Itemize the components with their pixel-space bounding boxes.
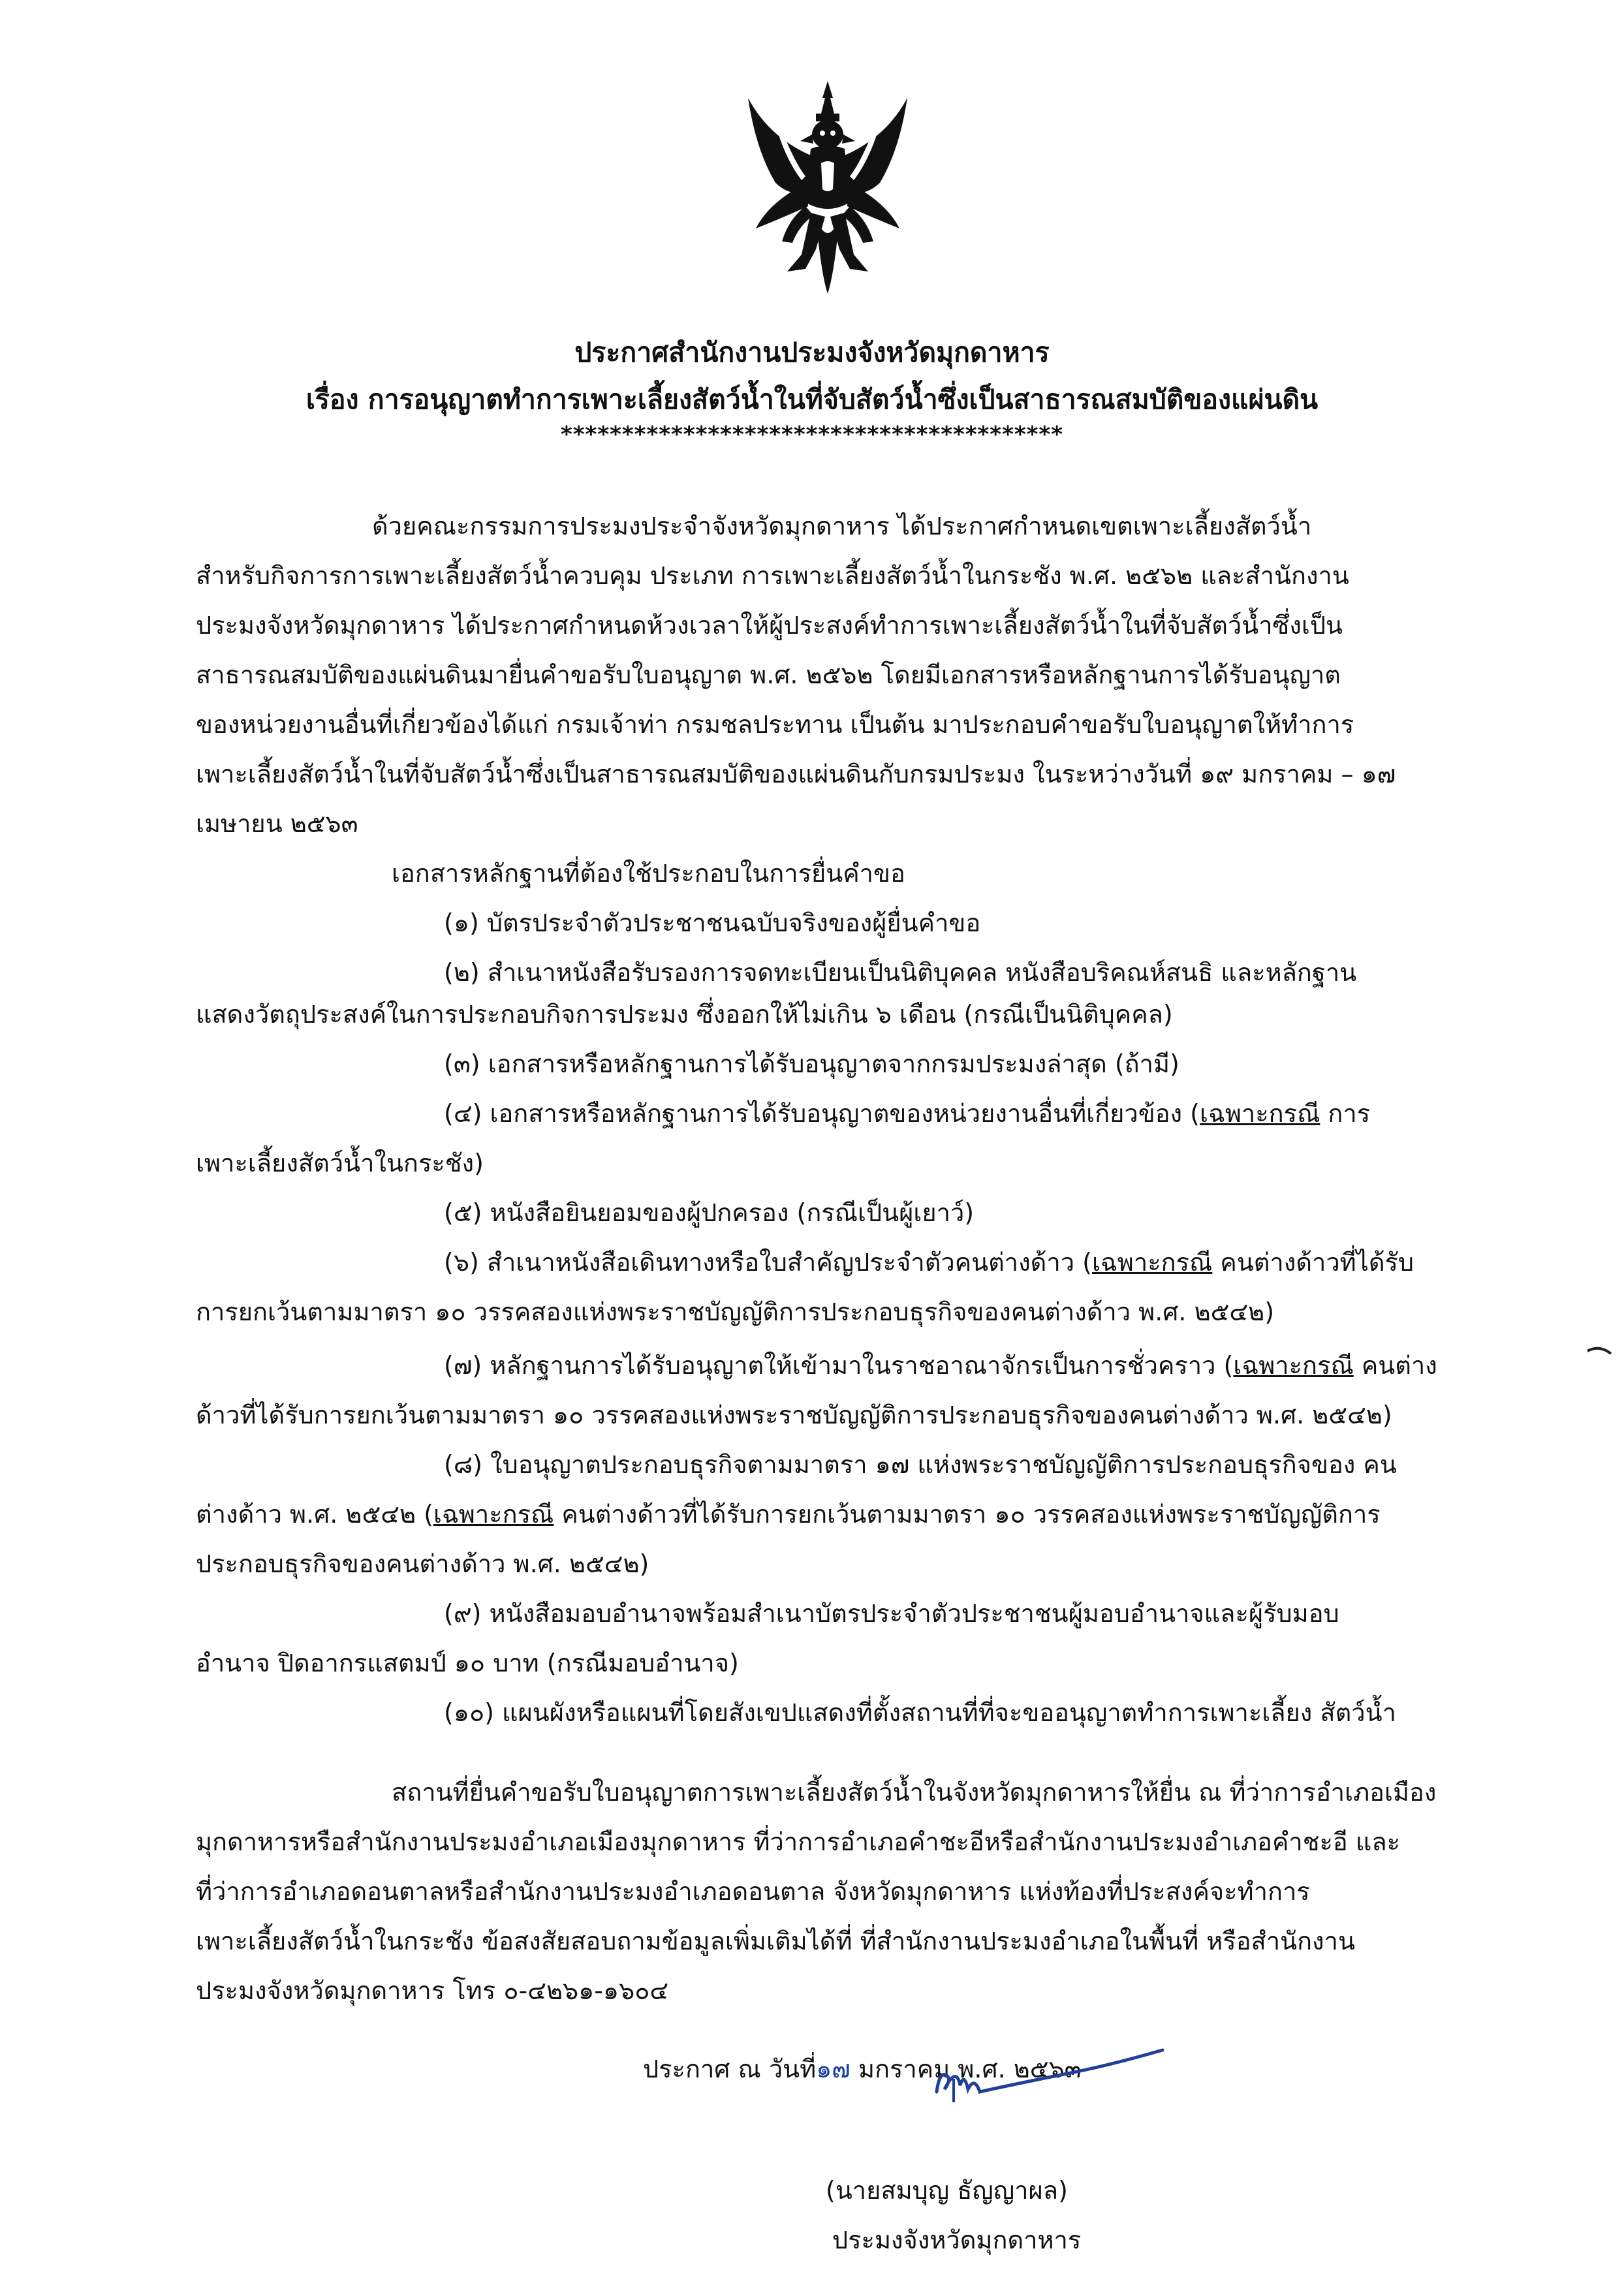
doc-item-6-line-2: การยกเว้นตามมาตรา ๑๐ วรรคสองแห่งพระราชบัญญัติการประกอบธุรกิจของคนต่างด้าว พ.ศ. ๒๕๔๒) <box>196 1298 1275 1326</box>
doc-item-2-line-1: (๒) สำเนาหนังสือรับรองการจดทะเบียนเป็นนิติบุคคล หนังสือบริคณห์สนธิ และหลักฐาน <box>444 958 1357 987</box>
doc-item-3: (๓) เอกสารหรือหลักฐานการได้รับอนุญาตจากกรมประมงล่าสุด (ถ้ามี) <box>444 1050 1179 1078</box>
location-line-4: เพาะเลี้ยงสัตว์น้ำในกระชัง ข้อสงสัยสอบถามข้อมูลเพิ่มเติมได้ที่ ที่สำนักงานประมงอำเภอในพื้นที่ หรือสำนักงาน <box>196 1927 1355 1955</box>
location-line-2: มุกดาหารหรือสำนักงานประมงอำเภอเมืองมุกดาหาร ที่ว่าการอำเภอคำชะอีหรือสำนักงานประมงอำเภอคำชะอี และ <box>196 1828 1401 1856</box>
docs-heading: เอกสารหลักฐานที่ต้องใช้ประกอบในการยื่นคำขอ <box>392 859 905 888</box>
doc-item-1: (๑) บัตรประจำตัวประชาชนฉบับจริงของผู้ยื่นคำขอ <box>444 909 981 937</box>
garuda-emblem <box>743 78 913 300</box>
doc-item-4-line-1: (๔) เอกสารหรือหลักฐานการได้รับอนุญาตของหน่วยงานอื่นที่เกี่ยวข้อง (เฉพาะกรณี การ <box>444 1099 1371 1128</box>
stray-mark <box>1586 1345 1612 1358</box>
doc-item-8-line-2: ต่างด้าว พ.ศ. ๒๕๔๒ (เฉพาะกรณี คนต่างด้าวที่ได้รับการยกเว้นตามมาตรา ๑๐ วรรคสองแห่งพระราชบัญญัติการ <box>196 1500 1381 1529</box>
doc-item-8-line-3: ประกอบธุรกิจของคนต่างด้าว พ.ศ. ๒๕๔๒) <box>196 1549 649 1578</box>
announcement-title: ประกาศสำนักงานประมงจังหวัดมุกดาหาร <box>574 337 1050 368</box>
doc-item-6-line-1: (๖) สำเนาหนังสือเดินทางหรือใบสำคัญประจำตัวคนต่างด้าว (เฉพาะกรณี คนต่างด้าวที่ได้รับ <box>444 1248 1414 1277</box>
signer-title: ประมงจังหวัดมุกดาหาร <box>832 2226 1082 2254</box>
announce-year: ๒๕๖๓ <box>1013 2055 1082 2083</box>
intro-line-5: ของหน่วยงานอื่นที่เกี่ยวข้องได้แก่ กรมเจ้าท่า กรมชลประทาน เป็นต้น มาประกอบคำขอรับใบอนุญาตให้ทำการ <box>196 710 1354 739</box>
intro-line-4: สาธารณสมบัติของแผ่นดินมายื่นคำขอรับใบอนุญาต พ.ศ. ๒๕๖๒ โดยมีเอกสารหรือหลักฐานการได้รับอนุญาต <box>196 661 1341 689</box>
doc-item-8-line-1: (๘) ใบอนุญาตประกอบธุรกิจตามมาตรา ๑๗ แห่งพระราชบัญญัติการประกอบธุรกิจของ คน <box>444 1450 1397 1479</box>
location-line-3: ที่ว่าการอำเภอดอนตาลหรือสำนักงานประมงอำเภอดอนตาล จังหวัดมุกดาหาร แห่งท้องที่ประสงค์จะทำการ <box>196 1877 1310 1906</box>
intro-line-1: ด้วยคณะกรรมการประมงประจำจังหวัดมุกดาหาร ได้ประกาศกำหนดเขตเพาะเลี้ยงสัตว์น้ำ <box>372 512 1312 540</box>
intro-line-2: สำหรับกิจการการเพาะเลี้ยงสัตว์น้ำควบคุม ประเภท การเพาะเลี้ยงสัตว์น้ำในกระชัง พ.ศ. ๒๕๖๒ และสำนักงาน <box>196 561 1349 590</box>
location-line-1: สถานที่ยื่นคำขอรับใบอนุญาตการเพาะเลี้ยงสัตว์น้ำในจังหวัดมุกดาหารให้ยื่น ณ ที่ว่าการอำเภอเมือง <box>392 1778 1437 1807</box>
underlined-specific-case: เฉพาะกรณี <box>433 1500 554 1529</box>
intro-line-7: เมษายน ๒๕๖๓ <box>196 809 358 838</box>
handwritten-day: ๑๗ <box>816 2055 851 2083</box>
signer-name: (นายสมบุญ ธัญญาผล) <box>826 2176 1068 2205</box>
signature <box>800 2046 1165 2105</box>
doc-item-9-line-1: (๙) หนังสือมอบอำนาจพร้อมสำเนาบัตรประจำตัวประชาชนผู้มอบอำนาจและผู้รับมอบ <box>444 1599 1339 1628</box>
intro-line-3: ประมงจังหวัดมุกดาหาร ได้ประกาศกำหนดห้วงเวลาให้ผู้ประสงค์ทำการเพาะเลี้ยงสัตว์น้ำในที่จับสัตว์น้ำซึ่งเป็น <box>196 611 1343 640</box>
underlined-specific-case: เฉพาะกรณี <box>1091 1248 1213 1277</box>
doc-item-5: (๕) หนังสือยินยอมของผู้ปกครอง (กรณีเป็นผู้เยาว์) <box>444 1198 975 1227</box>
title-separator: ***************************************** <box>561 422 1063 448</box>
announce-date: ประกาศ ณ วันที่๑๗ มกราคม พ.ศ. ๒๕๖๓ <box>643 2055 1082 2083</box>
doc-item-7-line-1: (๗) หลักฐานการได้รับอนุญาตให้เข้ามาในราชอาณาจักรเป็นการชั่วคราว (เฉพาะกรณี คนต่าง <box>444 1351 1437 1380</box>
doc-item-4-line-2: เพาะเลี้ยงสัตว์น้ำในกระชัง) <box>196 1149 484 1177</box>
intro-line-6: เพาะเลี้ยงสัตว์น้ำในที่จับสัตว์น้ำซึ่งเป็นสาธารณสมบัติของแผ่นดินกับกรมประมง ในระหว่างวันที่ ๑๙ มกราคม – ๑๗ <box>196 760 1396 788</box>
announcement-subject: เรื่อง การอนุญาตทำการเพาะเลี้ยงสัตว์น้ำในที่จับสัตว์น้ำซึ่งเป็นสาธารณสมบัติของแผ่นดิน <box>305 384 1319 415</box>
doc-item-2-line-2: แสดงวัตถุประสงค์ในการประกอบกิจการประมง ซึ่งออกให้ไม่เกิน ๖ เดือน (กรณีเป็นนิติบุคคล) <box>196 1000 1173 1029</box>
doc-item-7-line-2: ด้าวที่ได้รับการยกเว้นตามมาตรา ๑๐ วรรคสองแห่งพระราชบัญญัติการประกอบธุรกิจของคนต่างด้าว พ.ศ. ๒๕๔๒) <box>196 1401 1392 1429</box>
doc-item-9-line-2: อำนาจ ปิดอากรแสตมป์ ๑๐ บาท (กรณีมอบอำนาจ) <box>196 1649 739 1677</box>
doc-item-10: (๑๐) แผนผังหรือแผนที่โดยสังเขปแสดงที่ตั้งสถานที่ที่จะขออนุญาตทำการเพาะเลี้ยง สัตว์น้ำ <box>444 1698 1396 1727</box>
underlined-specific-case: เฉพาะกรณี <box>1233 1351 1354 1380</box>
location-line-5: ประมงจังหวัดมุกดาหาร โทร ๐-๔๒๖๑-๑๖๐๔ <box>196 1976 669 2005</box>
underlined-specific-case: เฉพาะกรณี <box>1199 1099 1320 1128</box>
